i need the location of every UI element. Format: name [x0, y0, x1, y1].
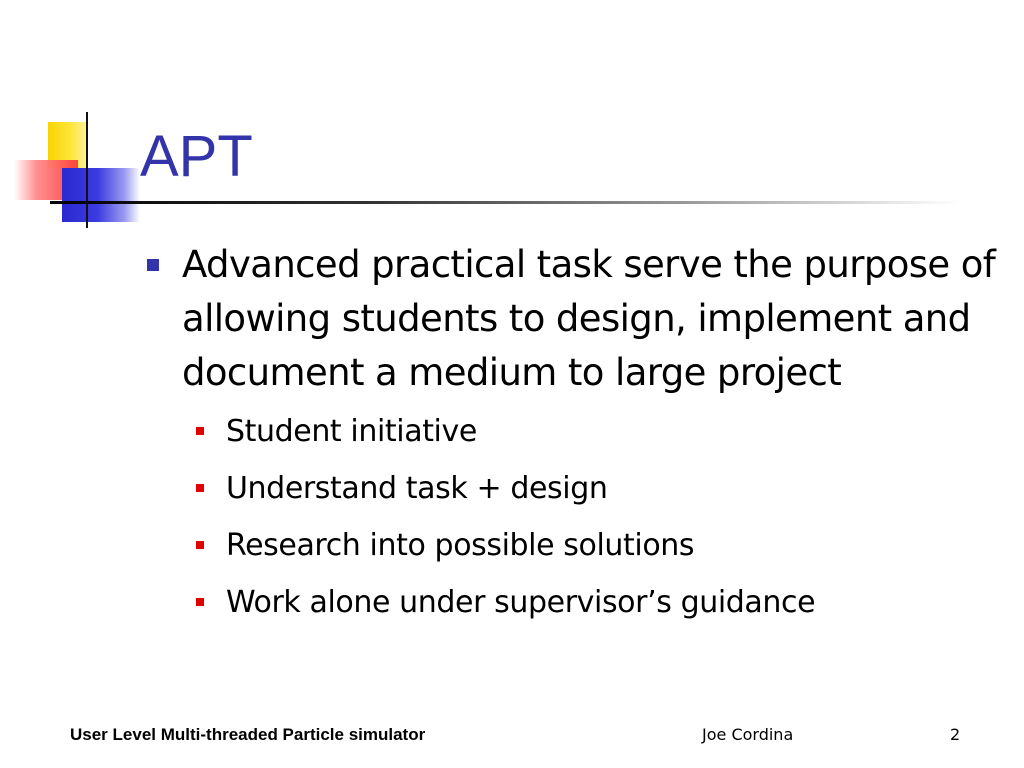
- slide-title: APT: [140, 124, 253, 189]
- red-square-bullet-icon: [196, 484, 204, 492]
- main-bullet: [140, 238, 1000, 400]
- sub-bullet-list: [140, 403, 1000, 631]
- sub-bullet: [226, 517, 1000, 574]
- red-square-bullet-icon: [196, 427, 204, 435]
- page-number: 2: [950, 725, 961, 744]
- red-square-bullet-icon: [196, 598, 204, 606]
- vertical-rule: [86, 112, 88, 228]
- blue-square-bullet-icon: [147, 259, 159, 271]
- blue-square-decoration: [62, 168, 140, 222]
- sub-bullet-text: Student initiative: [226, 414, 477, 449]
- sub-bullet-text: Understand task + design: [226, 471, 608, 506]
- sub-bullet: [226, 403, 1000, 460]
- sub-bullet-text: Work alone under supervisor’s guidance: [226, 585, 816, 620]
- sub-bullet-text: Research into possible solutions: [226, 528, 695, 563]
- slide-footer: [0, 722, 1024, 752]
- footer-author: Joe Cordina: [702, 725, 794, 744]
- footer-presentation-title: User Level Multi-threaded Particle simulator: [70, 725, 426, 744]
- red-square-bullet-icon: [196, 541, 204, 549]
- slide-content: [140, 238, 1000, 631]
- sub-bullet: [226, 460, 1000, 517]
- sub-bullet: [226, 574, 1000, 631]
- title-underline: [50, 201, 960, 204]
- corner-decoration: [0, 0, 160, 240]
- main-bullet-text: Advanced practical task serve the purpose of allowing students to design, implement and document a medium to large project: [182, 243, 996, 394]
